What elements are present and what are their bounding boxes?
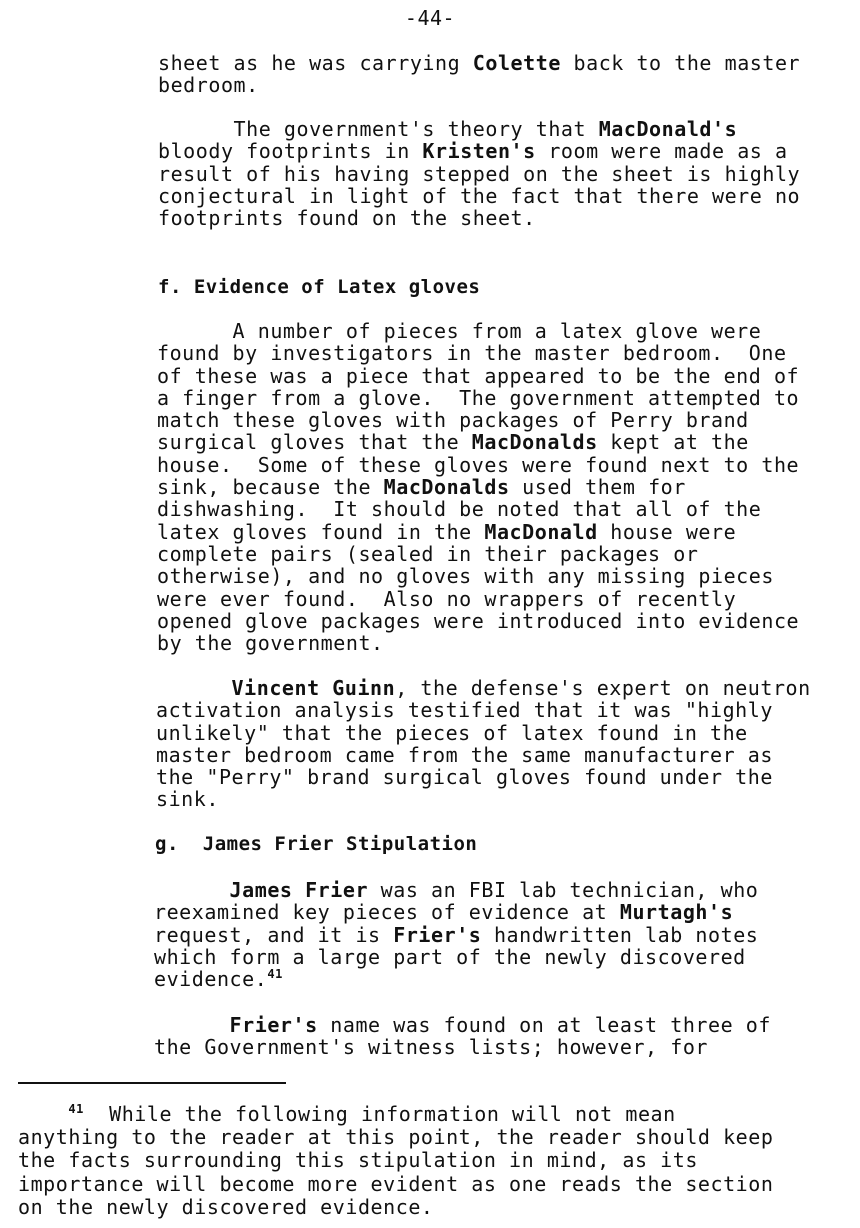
paragraph-witness-lists (154, 1014, 771, 1059)
text: the facts surrounding this stipulation in mind, as its (18, 1148, 698, 1173)
text: was an FBI lab technician, who (368, 878, 759, 902)
name-friers: Frier's (229, 1013, 318, 1037)
section-heading-latex-gloves: f. Evidence of Latex gloves (158, 276, 481, 298)
text: name was found on at least three of (317, 1013, 771, 1037)
page-number: -44- (404, 6, 456, 30)
text: otherwise), and no gloves with any missing pieces (157, 564, 774, 589)
name-vincent-guinn: Vincent Guinn (231, 676, 396, 700)
text: complete pairs (sealed in their packages or (157, 541, 699, 566)
text: While the following information will not mean (83, 1102, 676, 1126)
text (156, 676, 232, 700)
text: activation analysis testified that it was "highly (156, 698, 773, 723)
text: latex gloves found in the (157, 519, 485, 544)
text: unlikely" that the pieces of latex found in the (156, 720, 748, 745)
text: sink, because the (157, 475, 384, 500)
name-james-frier: James Frier (229, 878, 369, 902)
text: conjectural in light of the fact that there were no (158, 183, 801, 208)
name-macdonalds: MacDonalds (471, 430, 598, 455)
paragraph-james-frier (154, 879, 758, 990)
text: handwritten lab notes (481, 922, 759, 947)
text: a finger from a glove. The government attempted to (157, 385, 800, 410)
text: sheet as he was carrying (158, 51, 473, 75)
paragraph-carrying-colette (158, 52, 800, 97)
name-macdonalds: MacDonald's (598, 117, 738, 141)
text: master bedroom came from the same manufacturer as (156, 742, 773, 767)
name-friers: Frier's (393, 922, 482, 947)
footnote-41 (18, 1103, 773, 1219)
text: house. Some of these gloves were found next to the (157, 452, 800, 477)
paragraph-latex-gloves (157, 320, 799, 654)
name-macdonald: MacDonald (484, 519, 598, 544)
text: evidence. (154, 967, 268, 992)
name-murtaghs: Murtagh's (619, 900, 734, 925)
text: A number of pieces from a latex glove were (157, 319, 762, 343)
text: house were (597, 519, 737, 544)
footnote-separator (18, 1082, 286, 1084)
text: bedroom. (158, 73, 259, 98)
paragraph-footprints-theory (158, 118, 800, 229)
text: The government's theory that (158, 117, 599, 141)
text: request, and it is (154, 922, 394, 947)
text: of these was a piece that appeared to be the end of (157, 363, 800, 388)
text: surgical gloves that the (157, 430, 472, 455)
name-macdonalds: MacDonalds (383, 475, 510, 500)
text: sink. (156, 787, 219, 812)
text: bloody footprints in (158, 139, 423, 164)
text: room were made as a (535, 139, 788, 164)
text: used them for (509, 475, 686, 500)
footnote-reference: 41 (267, 967, 283, 982)
text: importance will become more evident as one reads the section (18, 1171, 774, 1196)
text: kept at the (597, 430, 749, 455)
text: reexamined key pieces of evidence at (154, 900, 620, 925)
text: the Government's witness lists; however, for (154, 1035, 709, 1060)
text: footprints found on the sheet. (158, 206, 536, 231)
text: which form a large part of the newly discovered (154, 944, 746, 969)
section-heading-frier-stipulation: g. James Frier Stipulation (155, 833, 478, 855)
text (154, 1013, 230, 1037)
name-kristens: Kristen's (422, 139, 536, 164)
footnote-number: 41 (68, 1102, 84, 1116)
text: found by investigators in the master bedroom. One (157, 341, 787, 366)
text: opened glove packages were introduced into evidence (157, 608, 800, 633)
text: the "Perry" brand surgical gloves found under the (156, 765, 773, 790)
name-colette: Colette (472, 51, 561, 75)
text: anything to the reader at this point, the reader should keep (18, 1125, 774, 1150)
text (154, 878, 230, 902)
text: result of his having stepped on the sheet is highly (158, 161, 801, 186)
text: by the government. (157, 631, 384, 656)
paragraph-vincent-guinn (156, 677, 811, 811)
text: back to the master (560, 51, 801, 75)
text: , the defense's expert on neutron (395, 676, 811, 700)
text: dishwashing. It should be noted that all of the (157, 497, 762, 522)
text: on the newly discovered evidence. (18, 1194, 434, 1219)
text: were ever found. Also no wrappers of recently (157, 586, 737, 611)
text: match these gloves with packages of Perry brand (157, 408, 749, 433)
